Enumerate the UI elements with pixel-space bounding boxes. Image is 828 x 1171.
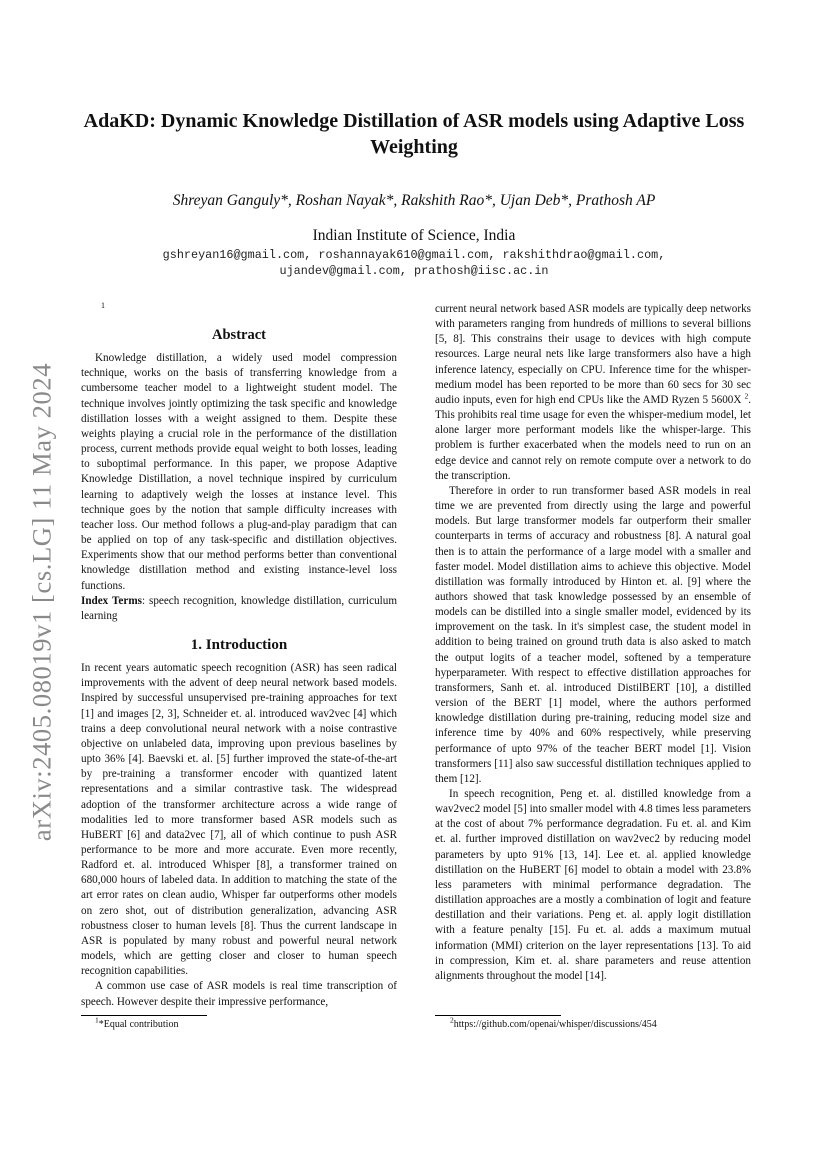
intro-paragraph-1: In recent years automatic speech recognition (ASR) has seen radical improvements with the advent of deep neural network based models. Inspired by successful unsupervised pre-training approaches for text [1] and images [2, 3], Schneider et. al. introduced wav2vec [4] which trains a deep convolutional neural network with a noise contrastive objective on unlabeled data, improving upon previous baselines by upto 36% [4]. Baevski et. al. [5] further improved the state-of-the-art by pre-training a transformer encoder with quantized latent representations and a similar contrastive task. The widespread adoption of the transformer architecture across a wide range of modalities led to more transformer based ASR models such as HuBERT [6] and data2vec [7], all of which continue to push ASR performance to be more and more accurate. Even more recently, Radford et. al. introduced Whisper [8], a transformer trained on 680,000 hours of labeled data. In addition to matching the state of the art error rates on clean audio, Whisper far outperforms other models on zero shot, out of distribution generalization, advancing ASR robustness closer to human levels [8]. Thus the current landscape in ASR is populated by many robust and powerful neural network models, which are getting closer and closer to human speech recognition capabilities. [81,662,397,978]
p2-cont-a: current neural network based ASR models are typically deep networks with parameters ranging from hundreds of millions to several billions [5, 8]. This constrains their usage to devices with high compute resources. Large neural nets like large transformers also have a high inference latency, especially on CPU. Inference time for the whisper-medium model has been reported to be more than 60 secs for 30 sec audio inputs, even for high end CPUs like the AMD Ryzen 5 5600X [435,303,751,406]
footnote-whisper-link [450,1015,657,1030]
footnote-ref-2: 2 [744,391,749,401]
footnote-mark-2: 2 [450,1015,454,1025]
intro-paragraph-3: Therefore in order to run transformer based ASR models in real time we are prevented from directly using the large and powerful models. But large transformer models far outperform their smaller counterparts in terms of accuracy and robustness [8]. A natural goal then is to attain the performance of a large model with a smaller and faster model. Model distillation aims to achieve this objective. Model distillation was formally introduced by Hinton et. al. [9] where the authors showed that task knowledge possessed by an ensemble of models can be distilled into a single smaller model, evidenced by its improvement on the task. In it's simplest case, the student model in addition to being trained on ground truth data is also asked to match the output logits of a teacher model, softened by a temperature hyperparameter. With respect to effective distillation approaches for transformers, Sanh et. al. introduced DistilBERT [10], a distilled version of the BERT [1] model, where the authors performed knowledge distillation during pre-training, reducing model size and inference time by 40% and 60% respectively, while preserving performance of upto 97% of the teacher BERT model [1]. Vision transformers [11] also saw successful distillation techniques applied to them [12]. [435,484,751,785]
p2-cont-b: . This prohibits real time usage for even the whisper-medium model, let alone larger more performant models like the whisper-large. This problem is further exacerbated when the models need to run on an edge device and cannot rely on remote compute over a network to do the transcription. [435,393,751,482]
footnote-equal-contribution [95,1015,179,1030]
email-line-1[interactable]: gshreyan16@gmail.com, roshannayak610@gmail.com, rakshithdrao@gmail.com, [162,248,666,262]
intro-paragraph-4: In speech recognition, Peng et. al. distilled knowledge from a wav2vec2 model [5] into smaller model with 4.8 times less parameters at the cost of about 7% performance degradation. Fu et. al. and Kim et. al. further improved distillation on wav2vec2 by reducing model parameters by upto 91% [13, 14]. Lee et. al. applied knowledge distillation on the HuBERT [6] model to obtain a model with 23.8% less parameters with minimal performance degradation. The distillation approaches are a mostly a combination of logit and feature destillation and their variations. Peng et. al. apply logit distillation with a feature penalty [15]. Fu et. al. adds a maximum mutual information (MMI) criterion on the layer representations [13]. To aid in compression, Kim et. al. share parameters and reuse attention alignments throughout the model [14]. [435,788,751,982]
email-line-2[interactable]: ujandev@gmail.com, prathosh@iisc.ac.in [279,263,549,278]
intro-paragraph-2-start: A common use case of ASR models is real time transcription of speech. However despite their impressive performance, [81,980,397,1008]
paper-title: AdaKD: Dynamic Knowledge Distillation of ASR models using Adaptive Loss Weighting [83,110,745,158]
affiliation: Indian Institute of Science, India [312,227,516,244]
author-list: Shreyan Ganguly*, Roshan Nayak*, Rakshith Rao*, Ujan Deb*, Prathosh AP [172,192,656,209]
footnote-url[interactable]: https://github.com/openai/whisper/discussions/454 [453,1019,657,1030]
right-column [435,302,751,984]
footnote-marker: 1 [101,301,105,310]
index-terms-label: Index Terms [81,594,142,607]
index-terms-text: : speech recognition, knowledge distillation, curriculum learning [81,594,397,622]
intro-paragraph-2-cont [435,302,751,484]
author-emails [80,248,748,279]
arxiv-stamp [22,352,62,852]
section-heading-introduction: 1. Introduction [190,636,288,653]
abstract-heading: Abstract [212,327,266,343]
index-terms [81,594,397,624]
footnote-mark-1: 1 [95,1015,99,1025]
footnote-text-1: *Equal contribution [98,1019,179,1030]
arxiv-id: arXiv:2405.08019v1 [cs.LG] 11 May 2024 [26,362,57,842]
abstract-text: Knowledge distillation, a widely used model compression technique, works on the basis of transferring knowledge from a cumbersome teacher model to a lightweight student model. The technique involves jointly optimizing the task specific and knowledge distillation losses with a weight assigned to them. Despite these weights playing a crucial role in the performance of the distillation process, current methods provide equal weight to both losses, leading to suboptimal performance. In this paper, we propose Adaptive Knowledge Distillation, a novel technique inspired by curriculum learning to adaptively weigh the losses at instance level. This technique goes by the notion that sample difficulty increases with teacher loss. Our method follows a plug-and-play paradigm that can be applied on top of any task-specific and distillation objectives. Experiments show that our method performs better than conventional knowledge distillation method and existing instance-level loss functions. [81,352,397,592]
footnote-rule-left [81,1015,207,1016]
left-column [81,326,397,1010]
